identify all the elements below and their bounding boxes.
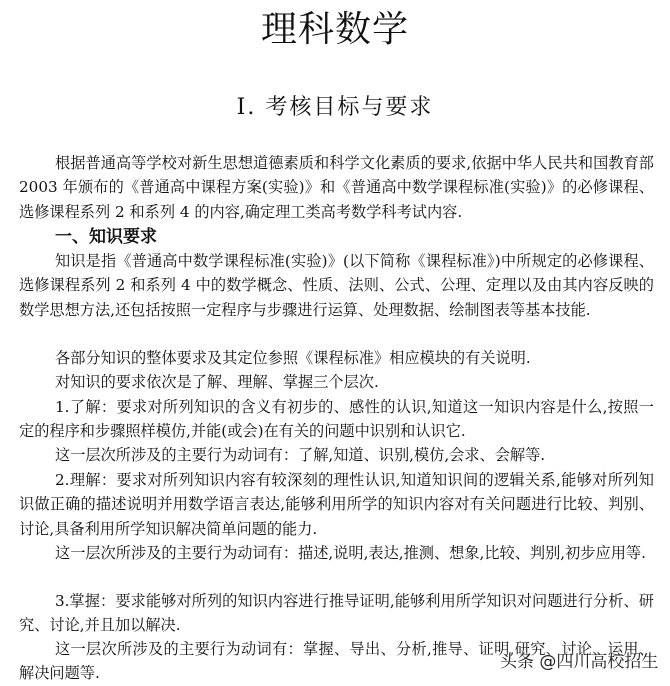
document-title: 理科数学 xyxy=(260,9,409,50)
level-1-understand-paragraph: 1.了解：要求对所列知识的含义有初步的、感性的认识,知道这一知识内容是什么,按照一定的程序和步骤照样模仿,并能(或会)在有关的问题中识别和认识它. xyxy=(19,398,654,441)
level-3-master-paragraph: 3.掌握：要求能够对所列的知识内容进行推导证明,能够利用所学知识对问题进行分析、研究、讨论,并且加以解决. xyxy=(19,592,654,635)
section-heading: Ⅰ. 考核目标与要求 xyxy=(236,95,434,120)
overall-requirement-paragraph: 各部分知识的整体要求及其定位参照《课程标准》相应模块的有关说明. xyxy=(55,349,531,367)
levels-paragraph: 对知识的要求依次是了解、理解、掌握三个层次. xyxy=(55,373,379,391)
knowledge-definition-paragraph: 知识是指《普通高中数学课程标准(实验)》(以下简称《课程标准》)中所规定的必修课程、选修课程系列 2 和系列 4 中的数学概念、性质、法则、公式、公理、定理以及由其内容反映的数学思想方法,还包括按照一定程序与步骤进行运算、处理数据、绘制图表等基本技能. xyxy=(19,252,654,319)
watermark-label: 头条 @四川高校招生 xyxy=(500,652,659,672)
level-2-verbs-paragraph: 这一层次所涉及的主要行为动词有：描述,说明,表达,推测、想象,比较、判别,初步应用等. xyxy=(55,544,646,562)
subsection-heading: 一、知识要求 xyxy=(55,227,157,247)
level-3-verbs-paragraph: 这一层次所涉及的主要行为动词有：掌握、导出、分析,推导、证明,研究、讨论、运用、解决问题等. xyxy=(19,640,654,683)
intro-paragraph: 根据普通高等学校对新生思想道德素质和科学文化素质的要求,依据中华人民共和国教育部 2003 年颁布的《普通高中课程方案(实验)》和《普通高中数学课程标准(实验)》的必修课程、选修课程系列 2 和系列 4 的内容,确定理工类高考数学科考试内容. xyxy=(19,154,654,221)
level-1-verbs-paragraph: 这一层次所涉及的主要行为动词有：了解,知道、识别,模仿,会求、会解等. xyxy=(55,446,546,464)
level-2-comprehend-paragraph: 2.理解：要求对所列知识内容有较深刻的理性认识,知道知识间的逻辑关系,能够对所列知识做正确的描述说明并用数学语言表达,能够利用所学的知识内容对有关问题进行比较、判别、讨论,具备利用所学知识解决简单问题的能力. xyxy=(19,471,654,538)
